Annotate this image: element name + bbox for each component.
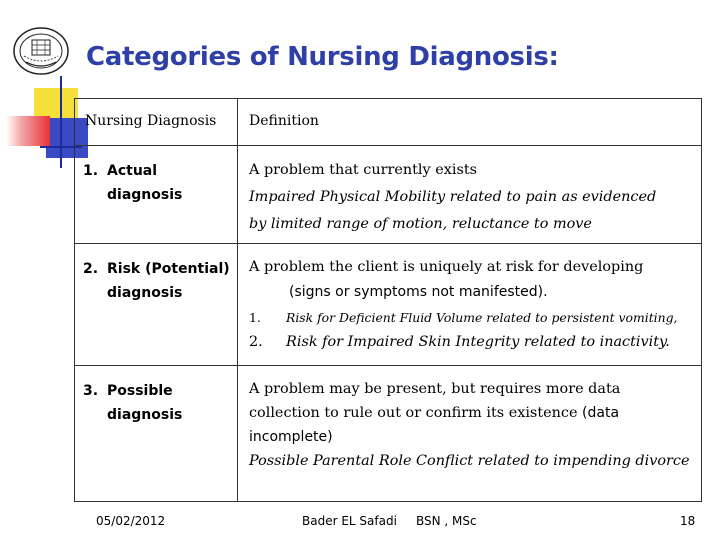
definition-line: [249, 401, 695, 425]
decorative-vertical-line: [60, 76, 62, 168]
row-number: 2.: [83, 261, 99, 277]
example-list-item: [249, 330, 695, 355]
footer-page-number: 18: [680, 514, 696, 528]
category-cell: [75, 145, 237, 243]
list-number: 2.: [249, 334, 263, 350]
category-cell: [75, 243, 237, 365]
list-item-text: Risk for Impaired Skin Integrity related to inactivity.: [286, 334, 670, 350]
table-row: [75, 145, 701, 244]
example-list-item: [249, 305, 695, 330]
definition-text: A problem the client is uniquely at risk for developing: [249, 259, 644, 275]
row-number: 3.: [83, 383, 99, 399]
header-cell: [238, 99, 701, 145]
list-number: 1.: [249, 310, 261, 325]
example-text: Possible Parental Role Conflict related to impending divorce: [249, 453, 690, 469]
table-row: [75, 365, 701, 501]
footer-date: 05/02/2012: [96, 514, 166, 528]
list-item-text: Risk for Deficient Fluid Volume related to persistent vomiting,: [286, 310, 678, 325]
definition-note: (signs or symptoms not manifested).: [289, 284, 548, 300]
decorative-red-square: [6, 116, 50, 146]
row-number: 1.: [83, 163, 99, 179]
definition-text: collection to rule out or confirm its existence: [249, 405, 578, 421]
definition-note: incomplete): [249, 429, 333, 445]
header-nursing-diagnosis: Nursing Diagnosis: [85, 113, 217, 129]
example-text: Impaired Physical Mobility related to pain as evidenced: [249, 189, 657, 205]
header-definition: Definition: [249, 113, 319, 129]
table-row: [75, 243, 701, 366]
definition-cell: [238, 243, 701, 365]
diagnosis-table: [74, 98, 702, 502]
definition-text: A problem may be present, but requires more data: [249, 381, 621, 397]
slide-title: Categories of Nursing Diagnosis:: [86, 42, 559, 72]
header-cell: [75, 99, 237, 145]
definition-text: A problem that currently exists: [249, 162, 478, 178]
definition-cell: [238, 365, 701, 501]
category-label: Risk (Potential) diagnosis: [107, 261, 230, 301]
university-seal-logo: [12, 26, 70, 76]
category-cell: [75, 365, 237, 501]
category-label: Actual diagnosis: [107, 163, 183, 203]
table-header-row: [75, 99, 701, 146]
definition-note: (data: [582, 405, 620, 421]
footer-author: Bader EL Safadi BSN , MSc: [302, 514, 477, 528]
example-text: by limited range of motion, reluctance to move: [249, 216, 592, 232]
category-label: Possible diagnosis: [107, 383, 183, 423]
definition-cell: [238, 145, 701, 243]
